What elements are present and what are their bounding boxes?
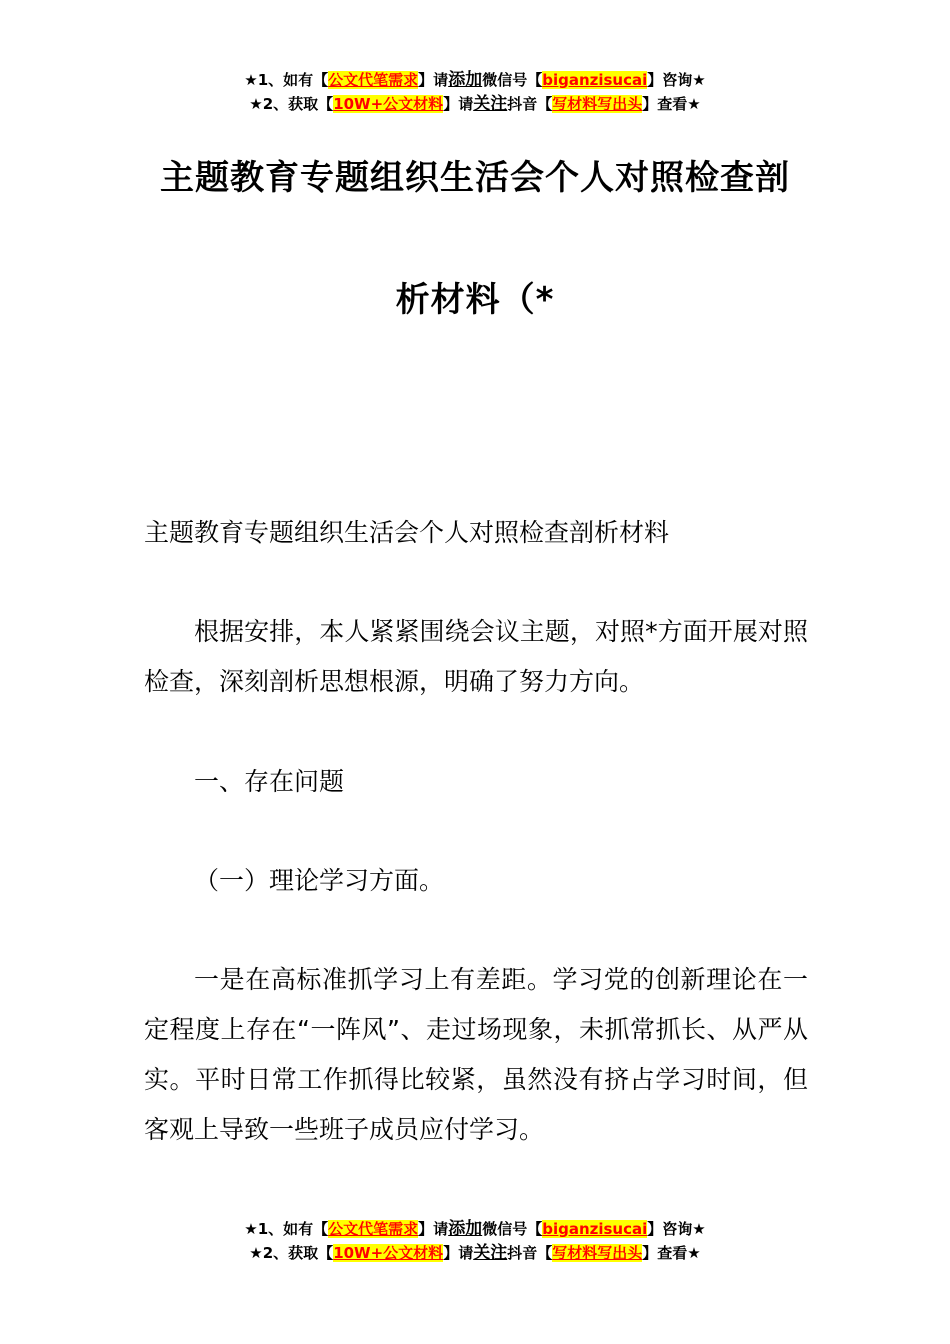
section-heading-problems: 一、存在问题 bbox=[194, 767, 345, 796]
banner-text: 】咨询★ bbox=[647, 71, 706, 89]
banner-underline-add: 添加 bbox=[448, 70, 483, 90]
banner-line-1 bbox=[0, 68, 950, 92]
page-title-line-2: 析材料（* bbox=[395, 280, 555, 320]
top-banner bbox=[0, 68, 950, 116]
banner-text: ★1、如有【 bbox=[244, 1220, 329, 1238]
banner-text: ★2、获取【 bbox=[249, 1244, 334, 1262]
banner-highlight-materials: 10W+公文材料 bbox=[333, 1244, 444, 1262]
banner-text: 】咨询★ bbox=[647, 1220, 706, 1238]
banner-text: 】请 bbox=[418, 71, 449, 89]
banner-text: 微信号【 bbox=[482, 71, 543, 89]
banner-text: 微信号【 bbox=[482, 1220, 543, 1238]
page-title-line-1: 主题教育专题组织生活会个人对照检查剖 bbox=[160, 158, 790, 198]
banner-highlight-douyin-id: 写材料写出头 bbox=[552, 95, 643, 113]
banner-text: 】请 bbox=[418, 1220, 449, 1238]
banner-underline-follow: 关注 bbox=[473, 94, 508, 114]
subsection-heading-theory-study: （一）理论学习方面。 bbox=[194, 866, 445, 895]
intro-paragraph: 根据安排，本人紧紧围绕会议主题，对照*方面开展对照检查，深刻剖析思想根源，明确了努力方向。 bbox=[144, 617, 808, 696]
point-paragraph-1: 一是在高标准抓学习上有差距。学习党的创新理论在一定程度上存在“一阵风”、走过场现象，未抓常抓长、从严从实。平时日常工作抓得比较紧，虽然没有挤占学习时间，但客观上导致一些班子成员应付学习。 bbox=[144, 965, 808, 1144]
document-subtitle: 主题教育专题组织生活会个人对照检查剖析材料 bbox=[144, 518, 670, 547]
banner-underline-follow: 关注 bbox=[473, 1243, 508, 1263]
banner-text: 抖音【 bbox=[507, 1244, 553, 1262]
banner-text: ★1、如有【 bbox=[244, 71, 329, 89]
banner-highlight-materials: 10W+公文材料 bbox=[333, 95, 444, 113]
banner-text: ★2、获取【 bbox=[249, 95, 334, 113]
banner-line-2 bbox=[0, 92, 950, 116]
banner-text: 】请 bbox=[443, 95, 474, 113]
banner-text: 】请 bbox=[443, 1244, 474, 1262]
banner-highlight-writing-service: 公文代笔需求 bbox=[328, 71, 419, 89]
banner-underline-add: 添加 bbox=[448, 1219, 483, 1239]
banner-text: 】查看★ bbox=[642, 1244, 701, 1262]
banner-highlight-writing-service: 公文代笔需求 bbox=[328, 1220, 419, 1238]
banner-highlight-douyin-id: 写材料写出头 bbox=[552, 1244, 643, 1262]
banner-highlight-wechat-id: biganzisucai bbox=[542, 1220, 648, 1238]
banner-line-1 bbox=[0, 1217, 950, 1241]
banner-text: 】查看★ bbox=[642, 95, 701, 113]
banner-highlight-wechat-id: biganzisucai bbox=[542, 71, 648, 89]
banner-line-2 bbox=[0, 1241, 950, 1265]
bottom-banner bbox=[0, 1217, 950, 1265]
banner-text: 抖音【 bbox=[507, 95, 553, 113]
